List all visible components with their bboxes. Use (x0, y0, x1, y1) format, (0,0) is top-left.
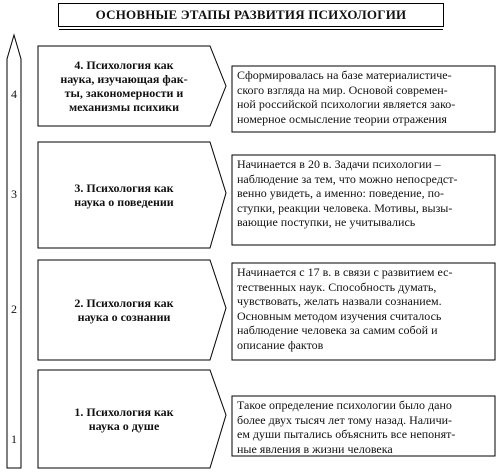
description-line: ступки, реакции человека. Мотивы, вызы- (237, 200, 453, 215)
stage-2-label-line: наука о сознании (77, 310, 171, 324)
description-line: тественных наук. Способность думать, (237, 279, 437, 294)
stage-1-label-line: наука о душе (88, 419, 160, 433)
stage-2-label (40, 261, 208, 359)
stage-3-label-line: наука о поведении (74, 195, 174, 209)
description-line: наблюдение за тем, что можно непосредст- (237, 171, 458, 186)
stage-4-label-line: ты, закономерности и (64, 86, 184, 100)
stage-3-label-line: 3. Психология как (74, 181, 174, 195)
description-line: Основным методом изучения считалось (237, 308, 442, 323)
stage-1-description (233, 397, 494, 457)
description-line: Сформировалась на базе материалистиче- (237, 68, 452, 82)
description-line: венно увидеть, а именно: поведение, по- (237, 186, 445, 200)
stage-4-label-line: механизмы психики (68, 100, 179, 114)
stage-2-number: 2 (11, 302, 17, 316)
description-line: Начинается с 17 в. в связи с развитием ес- (237, 265, 453, 279)
stage-2-label-line: 2. Психология как (74, 296, 174, 310)
description-line: ского взгляда на мир. Основой современ- (237, 82, 448, 97)
description-line: чувствовать, желать назвали сознанием. (237, 294, 442, 308)
stage-1-label (40, 371, 208, 467)
description-line: Такое определение психологии было дано (237, 398, 452, 412)
description-line: ем души пытались объяснить все непонят- (237, 427, 456, 441)
stage-3-number: 3 (11, 187, 17, 201)
diagram-title: ОСНОВНЫЕ ЭТАПЫ РАЗВИТИЯ ПСИХОЛОГИИ (58, 3, 444, 27)
stage-1-label-line: 1. Психология как (74, 405, 174, 419)
description-line: более двух тысяч лет тому назад. Наличи- (237, 412, 453, 427)
stage-4-number: 4 (11, 87, 17, 101)
stage-4-label-line: 4. Психология как (74, 58, 174, 72)
stage-4-description (233, 67, 494, 127)
stage-3-description (233, 156, 494, 231)
description-line: ные явления в жизни человека (237, 441, 393, 456)
stage-1-number: 1 (11, 432, 17, 446)
description-line: ной российской психологии является зако- (237, 97, 456, 111)
stage-2-description (233, 264, 494, 353)
stage-4-label-line: наука, изучающая фак- (60, 72, 188, 86)
description-line: вающие поступки, не учитывались (237, 215, 416, 229)
description-line: описание фактов (237, 337, 324, 352)
stage-4-label (40, 47, 208, 125)
description-line: номерное осмысление теории отражения (237, 111, 447, 126)
stage-3-label (40, 143, 208, 247)
description-line: наблюдение человека за самим собой и (237, 323, 438, 337)
description-line: Начинается в 20 в. Задачи психологии – (237, 157, 441, 171)
